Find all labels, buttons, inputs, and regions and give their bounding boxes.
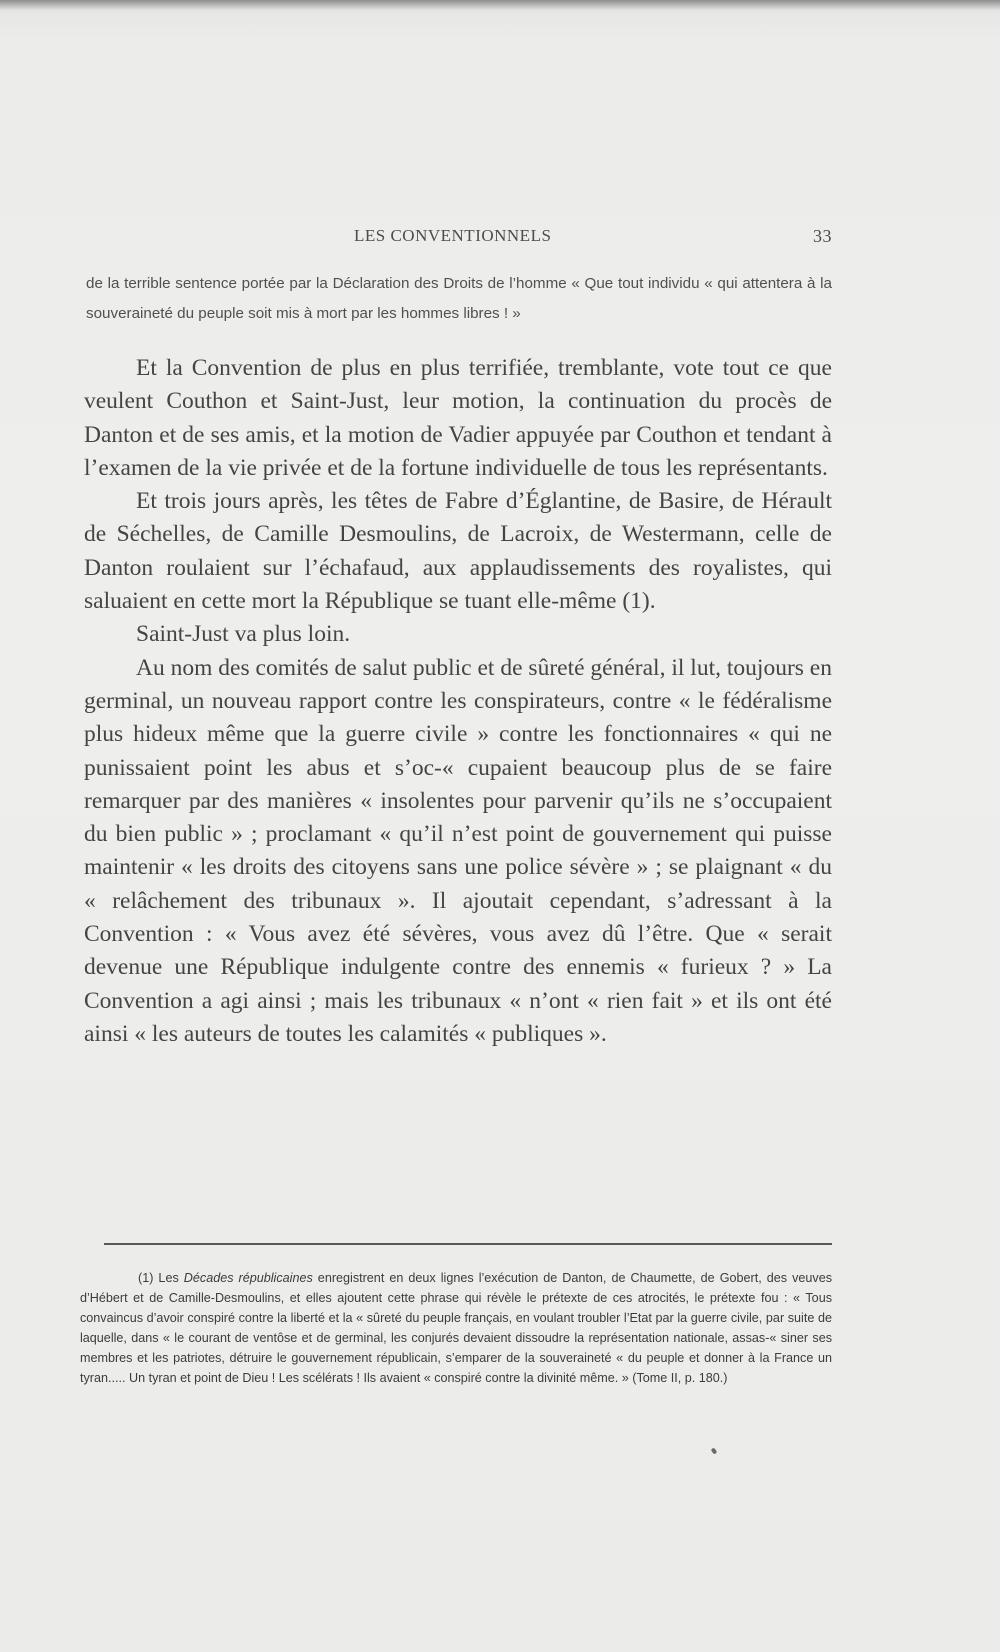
- paragraph: Et la Convention de plus en plus terrifiée, tremblante, vote tout ce que veulent Couthon et Saint-Just, leur motion, la continuation du procès de Danton et de ses amis, et la motion de Vadier appuyée par Couthon et tendant à l’examen de la vie privée et de la fortune individuelle de tous les représentants.: [84, 355, 832, 481]
- paragraph: Saint-Just va plus loin.: [136, 621, 351, 648]
- paragraph: Au nom des comités de salut public et de sûreté général, il lut, toujours en germinal, un nouveau rapport contre les conspirateurs, contre « le fédéralisme plus hideux même que la guerre civile » contre les fonctionnaires « qui ne punissaient point les abus et s’oc-« cupaient beaucoup plus de se faire remarquer par des manières « insolentes pour parvenir qu’ils ne s’occupaient du bien public » ; proclamant « qu’il n’est point de gouvernement qui puisse maintenir « les droits des citoyens sans une police sévère » ; se plaignant « du « relâchement des tribunaux ». Il ajoutait cependant, s’adressant à la Convention : « Vous avez été sévères, vous avez dû l’être. Que « serait devenue une République indulgente contre des ennemis « furieux ? » La Convention a agi ainsi ; mais les tribunaux « n’ont « rien fait » et ils ont été ainsi « les auteurs de toutes les calamités « publiques ».: [84, 654, 832, 1047]
- running-head: [84, 226, 832, 252]
- footnote-source-title: Décades républicaines: [183, 1271, 313, 1285]
- body-text: [84, 352, 832, 1051]
- quote-continuation: de la terrible sentence portée par la Déclaration des Droits de l’homme « Que tout individu « qui attentera à la souveraineté du peuple soit mis à mort par les hommes libres ! »: [86, 275, 832, 322]
- footnote: [80, 1268, 832, 1388]
- footnote-marker: (1) Les: [138, 1271, 184, 1285]
- footnote-text: enregistrent en deux lignes l’exécution de Danton, de Chaumette, de Gobert, des veuves d’Hébert et de Camille-Desmoulins, et elles ajoutent cette phrase qui révèle le prétexte de ces atrocités, le prétexte fou : « Tous convaincus d’avoir conspiré contre la liberté et la « sûreté du peuple français, en voulant troubler l’Etat par la guerre civile, par suite de laquelle, dans « le courant de ventôse et de germinal, les conjurés devaient dissoudre la représentation nationale, assas-« siner ses membres et les patriotes, détruire le gouvernement républicain, s’emparer de la souveraineté « du peuple et donner à la France un tyran..... Un tyran et point de Dieu ! Les scélérats ! Ils avaient « conspiré contre la divinité même. » (Tome II, p. 180.): [80, 1271, 832, 1385]
- ink-speck: [711, 1447, 718, 1454]
- scan-top-edge: [0, 0, 1000, 10]
- page-number: 33: [813, 226, 832, 246]
- paragraph: Et trois jours après, les têtes de Fabre d’Églantine, de Basire, de Hérault de Séchelles, de Camille Desmoulins, de Lacroix, de Westermann, celle de Danton roulaient sur l’échafaud, aux applaudissements des royalistes, qui saluaient en cette mort la République se tuant elle-même (1).: [84, 488, 832, 615]
- footnote-rule: [104, 1243, 832, 1245]
- running-title: LES CONVENTIONNELS: [354, 226, 552, 245]
